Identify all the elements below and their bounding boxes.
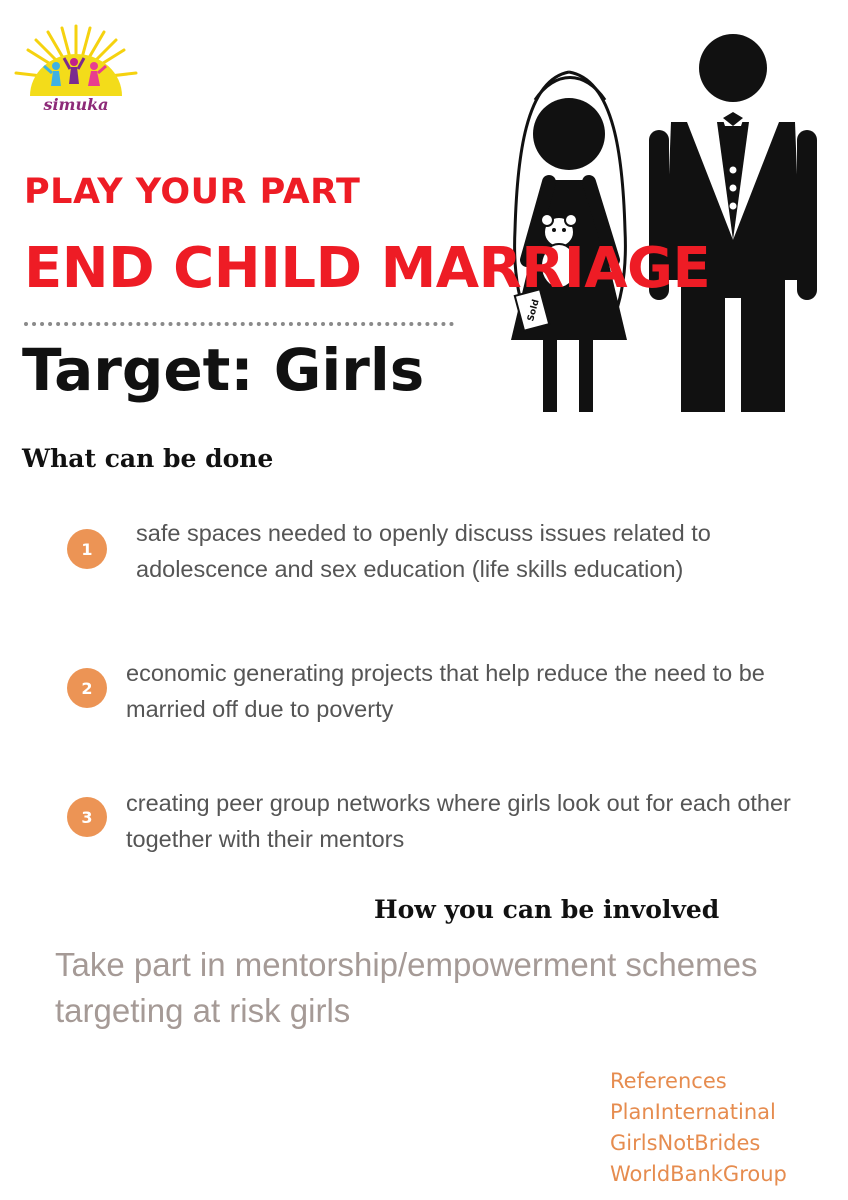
headline: END CHILD MARRIAGE [24, 236, 711, 301]
target-title: Target: Girls [22, 336, 425, 404]
item-text: creating peer group networks where girls look out for each other together with their mentors [126, 790, 791, 852]
reference-item: GirlsNotBrides [610, 1131, 761, 1155]
child-marriage-illustration [505, 30, 825, 420]
item-number-badge: 2 [67, 668, 107, 708]
item-text: economic generating projects that help reduce the need to be married off due to poverty [126, 660, 765, 722]
logo-text: simuka [43, 95, 109, 114]
involvement-text: Take part in mentorship/empowerment schemes targeting at risk girls [55, 946, 758, 1029]
how-to-be-involved-heading: How you can be involved [374, 895, 720, 924]
tagline: PLAY YOUR PART [24, 172, 361, 212]
sold-tag-text: Sold [526, 298, 542, 323]
item-number-badge: 1 [67, 529, 107, 569]
reference-item: PlanInternatinal [610, 1100, 776, 1124]
sun-logo-icon [6, 18, 148, 118]
references-heading: References [610, 1069, 727, 1093]
reference-item: WorldBankGroup [610, 1162, 787, 1186]
item-text: safe spaces needed to openly discuss issues related to adolescence and sex education (life skills education) [136, 520, 711, 582]
groom-icon [649, 34, 817, 412]
item-number-badge: 3 [67, 797, 107, 837]
references-list [610, 1066, 787, 1190]
simuka-logo [6, 18, 148, 118]
dotted-divider [24, 322, 454, 326]
what-can-be-done-heading: What can be done [22, 444, 274, 473]
